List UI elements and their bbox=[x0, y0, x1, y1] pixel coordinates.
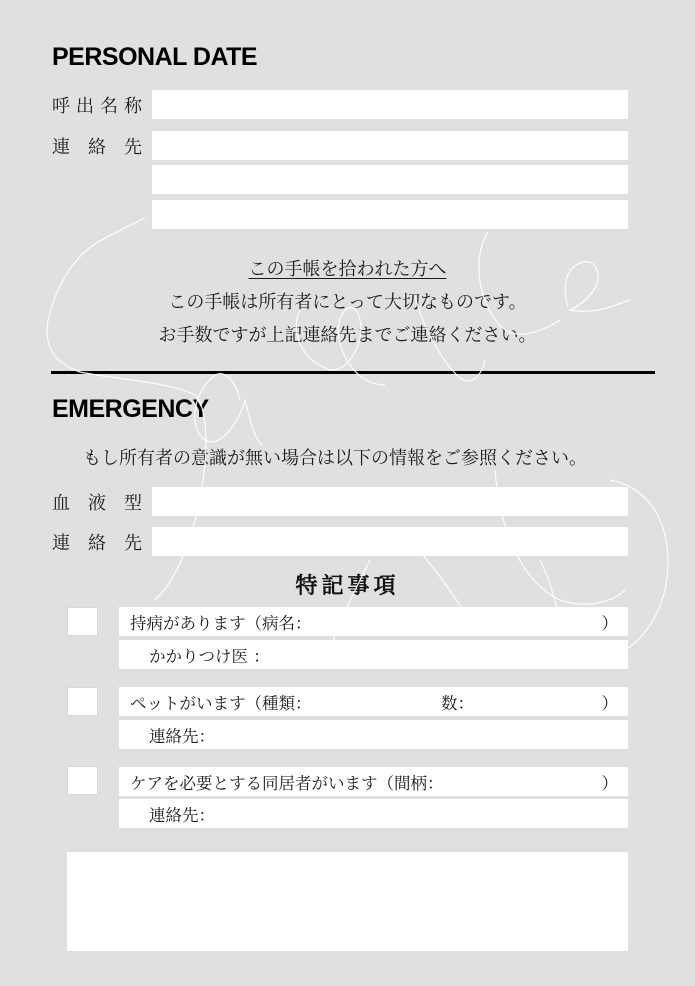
label-char: 出 bbox=[76, 95, 94, 117]
close-paren: ） bbox=[601, 773, 618, 793]
name-field[interactable] bbox=[152, 90, 628, 119]
label-char: 血 bbox=[52, 492, 70, 514]
label-char: 先 bbox=[124, 136, 142, 158]
pet-count-label: 数： bbox=[441, 693, 474, 713]
chronic-illness-label: 持病があります（病名： bbox=[130, 613, 312, 633]
pet-contact-label: 連絡先： bbox=[149, 726, 215, 746]
name-label bbox=[52, 90, 142, 119]
dependent-checkbox[interactable] bbox=[67, 766, 98, 795]
pet-checkbox[interactable] bbox=[67, 687, 98, 716]
dependent-label: ケアを必要とする同居者がいます（間柄： bbox=[130, 773, 444, 793]
label-char: 絡 bbox=[88, 532, 106, 554]
close-paren: ） bbox=[601, 613, 618, 633]
label-char: 連 bbox=[52, 532, 70, 554]
close-paren: ） bbox=[601, 693, 618, 713]
label-char: 型 bbox=[124, 492, 142, 514]
chronic-illness-field[interactable] bbox=[119, 607, 628, 636]
finder-notice-line2: お手数ですが上記連絡先までご連絡ください。 bbox=[158, 325, 537, 346]
finder-notice-title bbox=[0, 255, 695, 281]
contact-field-3[interactable] bbox=[152, 200, 628, 229]
label-char: 名 bbox=[100, 95, 118, 117]
family-doctor-label: かかりつけ医 ： bbox=[149, 646, 270, 666]
contact-label bbox=[52, 131, 142, 160]
emergency-heading: EMERGENCY bbox=[52, 395, 209, 423]
pet-label: ペットがいます（種類： bbox=[130, 693, 312, 713]
label-char: 先 bbox=[124, 532, 142, 554]
special-notes-title: 特記事項 bbox=[295, 574, 400, 599]
chronic-illness-checkbox[interactable] bbox=[67, 607, 98, 636]
dependent-contact-field[interactable] bbox=[119, 799, 628, 828]
contact-field-2[interactable] bbox=[152, 165, 628, 194]
section-divider bbox=[51, 371, 655, 374]
label-char: 液 bbox=[88, 492, 106, 514]
finder-notice-title-text: この手帳を拾われた方へ bbox=[248, 259, 447, 280]
blood-type-field[interactable] bbox=[152, 487, 628, 516]
label-char: 称 bbox=[124, 95, 142, 117]
personal-heading: PERSONAL DATE bbox=[52, 43, 258, 71]
label-char: 連 bbox=[52, 136, 70, 158]
pet-contact-field[interactable] bbox=[119, 720, 628, 749]
label-char: 呼 bbox=[52, 95, 70, 117]
emergency-intro: もし所有者の意識が無い場合は以下の情報をご参照ください。 bbox=[83, 448, 587, 469]
blood-type-label bbox=[52, 487, 142, 516]
finder-notice-line1: この手帳は所有者にとって大切なものです。 bbox=[168, 292, 527, 313]
family-doctor-field[interactable] bbox=[119, 640, 628, 669]
emergency-contact-field[interactable] bbox=[152, 527, 628, 556]
emergency-contact-label bbox=[52, 527, 142, 556]
memo-box[interactable] bbox=[67, 852, 628, 951]
label-char: 絡 bbox=[88, 136, 106, 158]
pet-field[interactable] bbox=[119, 687, 628, 716]
contact-field-1[interactable] bbox=[152, 131, 628, 160]
dependent-field[interactable] bbox=[119, 767, 628, 796]
dependent-contact-label: 連絡先： bbox=[149, 805, 215, 825]
